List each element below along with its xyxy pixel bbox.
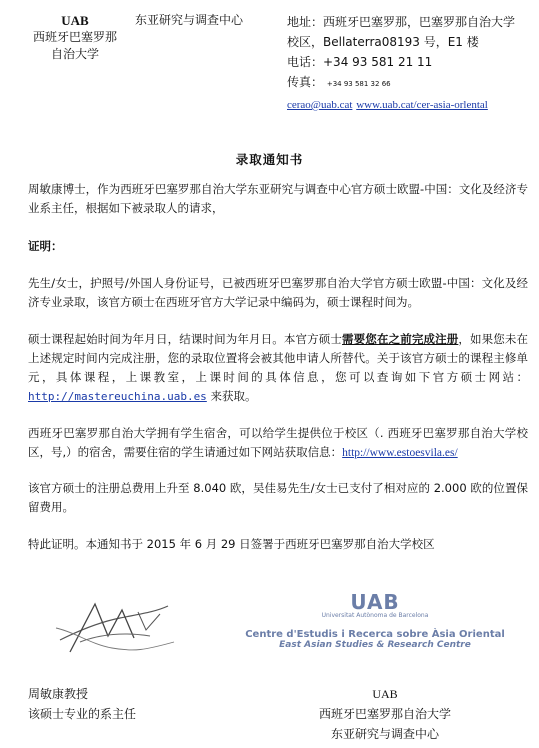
- signer-role: 该硕士专业的系主任: [28, 707, 137, 721]
- org-line2: 西班牙巴塞罗那自治大学: [318, 707, 451, 721]
- website-link[interactable]: www.uab.cat/cer-asia-orlental: [356, 99, 488, 111]
- signer-block: [28, 684, 136, 724]
- registration-text-2: ，如果您未在上述规定时间内完成注册，您的录取位置将会被其他申请人所替代。关于该官方硕士的课程主修单元，具体课程，上课教室，上课时间的具体信息，您可以查询如下官方硕士网站：: [28, 332, 529, 384]
- paragraph-admission: 先生/女士，护照号/外国人身份证号，已被西班牙巴塞罗那自治大学官方硕士欧盟-中国：文化及经济专业录取，该官方硕士在西班牙官方大学记录中编码为，硕士课程时间为。: [28, 276, 528, 309]
- housing-website-link[interactable]: http://www.estoesvila.es/: [342, 447, 458, 459]
- university-name-line1: 西班牙巴塞罗那: [32, 30, 117, 44]
- intro-paragraph: 周敏康博士，作为西班牙巴塞罗那自治大学东亚研究与调查中心官方硕士欧盟-中国：文化及经济专业系主任，根据如下被录取人的请求，: [28, 182, 528, 215]
- stamp-line1: Centre d'Estudis i Recerca sobre Àsia Oriental: [245, 629, 505, 640]
- stamp-university: Universitat Autònoma de Barcelona: [321, 612, 429, 619]
- center-name: 东亚研究与调查中心: [135, 13, 244, 27]
- registration-text-3: 来获取。: [206, 389, 257, 403]
- address-line2: 校区，Bellaterra08193 号，E1 楼: [287, 35, 479, 49]
- certify-label: 证明：: [28, 239, 63, 253]
- registration-emphasis: 需要您在之前完成注册: [342, 332, 459, 346]
- contact-block: [287, 12, 537, 115]
- web-links: [287, 94, 537, 115]
- fax-line: [287, 72, 537, 94]
- stamp-logo: UAB: [350, 590, 400, 614]
- address-line1: 地址：西班牙巴塞罗那，巴塞罗那自治大学: [287, 15, 516, 29]
- document-title: 录取通知书: [235, 152, 304, 167]
- paragraph-registration: [28, 330, 528, 406]
- housing-text: 西班牙巴塞罗那自治大学拥有学生宿舍，可以给学生提供位于校区（. 西班牙巴塞罗那自治大学校区，号,）的宿舍，需要住宿的学生请通过如下网站获取信息：: [28, 426, 528, 459]
- phone-line: 电话：+34 93 581 21 11: [287, 55, 433, 69]
- uab-logo-text: UAB: [61, 13, 89, 28]
- institution-stamp: [225, 590, 525, 650]
- fax-label: 传真：: [287, 75, 324, 89]
- master-website-link[interactable]: http://mastereuchina.uab.es: [28, 390, 207, 403]
- registration-text-1: 硕士课程起始时间为年月日，结课时间为年月日。本官方硕士: [28, 332, 343, 346]
- signature-image: [50, 592, 180, 666]
- org-line3: 东亚研究与调查中心: [330, 727, 439, 741]
- email-link[interactable]: cerao@uab.cat: [287, 99, 353, 111]
- university-name-line2: 自治大学: [50, 47, 99, 61]
- org-line1: UAB: [372, 687, 398, 701]
- fax-number: +34 93 581 32 66: [326, 80, 391, 88]
- organization-block: [280, 684, 490, 744]
- paragraph-fees: 该官方硕士的注册总费用上升至 8.040 欧，吴佳易先生/女士已支付了相对应的 2.000 欧的位置保留费用。: [28, 481, 528, 514]
- signer-name: 周敏康教授: [28, 687, 89, 701]
- paragraph-housing: [28, 424, 528, 463]
- stamp-line2: East Asian Studies & Research Centre: [279, 640, 471, 650]
- paragraph-closing: 特此证明。本通知书于 2015 年 6 月 29 日签署于西班牙巴塞罗那自治大学校区: [28, 537, 435, 551]
- university-block: [20, 12, 130, 63]
